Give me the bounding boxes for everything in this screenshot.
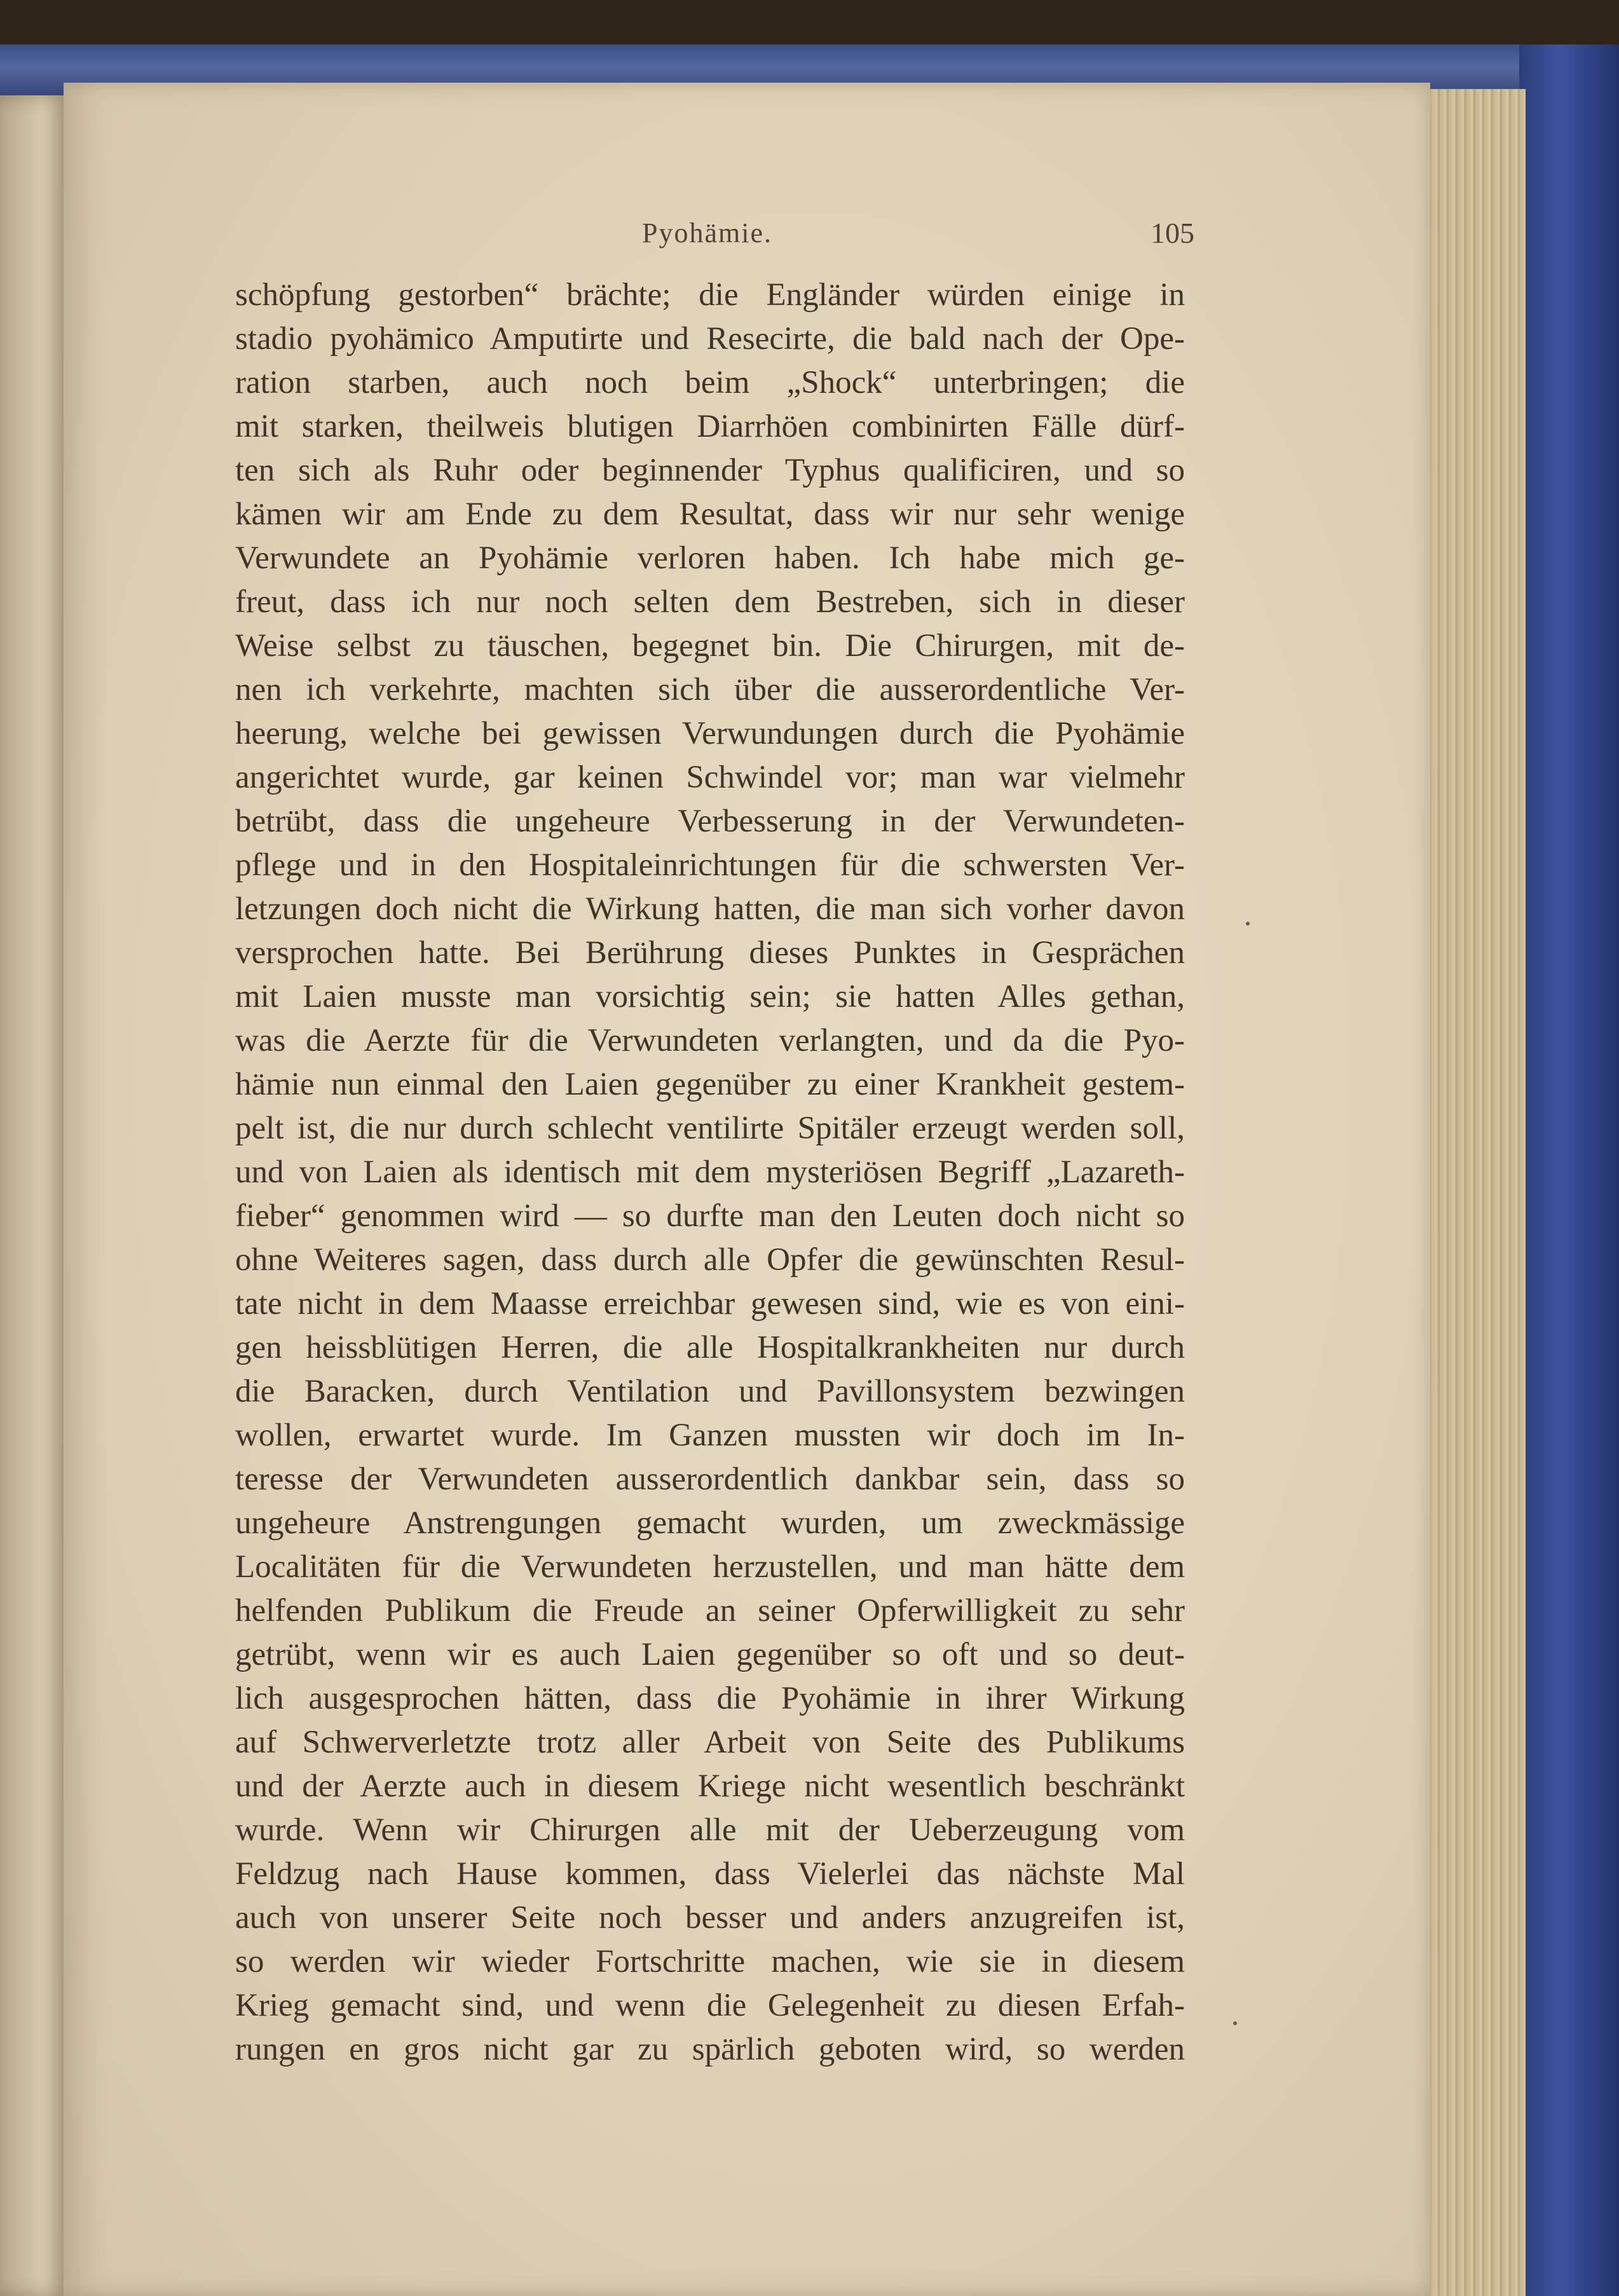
text-line: was die Aerzte für die Verwundeten verlangten, und da die Pyo- — [235, 1023, 1185, 1058]
running-head — [0, 211, 1619, 262]
text-line: Verwundete an Pyohämie verloren haben. Ich habe mich ge- — [235, 540, 1185, 576]
text-line: getrübt, wenn wir es auch Laien gegenüber so oft und so deut- — [235, 1637, 1185, 1672]
text-line: mit Laien musste man vorsichtig sein; sie hatten Alles gethan, — [235, 979, 1185, 1015]
text-line: ohne Weiteres sagen, dass durch alle Opfer die gewünschten Resul- — [235, 1242, 1185, 1278]
text-line: teresse der Verwundeten ausserordentlich dankbar sein, dass so — [235, 1461, 1185, 1497]
text-line: Weise selbst zu täuschen, begegnet bin. Die Chirurgen, mit de- — [235, 628, 1185, 664]
text-line: rungen en gros nicht gar zu spärlich geboten wird, so werden — [235, 2032, 1185, 2067]
text-line: gen heissblütigen Herren, die alle Hospitalkrankheiten nur durch — [235, 1330, 1185, 1365]
text-line: pflege und in den Hospitaleinrichtungen für die schwersten Ver- — [235, 847, 1185, 883]
text-line: wollen, erwartet wurde. Im Ganzen mussten wir doch im In- — [235, 1418, 1185, 1453]
text-line: schöpfung gestorben“ brächte; die Engländer würden einige in — [235, 277, 1185, 313]
text-line: letzungen doch nicht die Wirkung hatten, die man sich vorher davon — [235, 891, 1185, 927]
paper-speck — [1246, 922, 1250, 926]
text-line: die Baracken, durch Ventilation und Pavillonsystem bezwingen — [235, 1374, 1185, 1409]
text-line: lich ausgesprochen hätten, dass die Pyohämie in ihrer Wirkung — [235, 1681, 1185, 1716]
text-line: betrübt, dass die ungeheure Verbesserung in der Verwundeten- — [235, 803, 1185, 839]
text-line: kämen wir am Ende zu dem Resultat, dass wir nur sehr wenige — [235, 496, 1185, 532]
page-number: 105 — [1151, 217, 1194, 249]
text-line: und der Aerzte auch in diesem Kriege nicht wesentlich beschränkt — [235, 1768, 1185, 1804]
text-line: so werden wir wieder Fortschritte machen, wie sie in diesem — [235, 1944, 1185, 1979]
text-line: stadio pyohämico Amputirte und Resecirte, die bald nach der Ope- — [235, 321, 1185, 357]
text-line: Krieg gemacht sind, und wenn die Gelegenheit zu diesen Erfah- — [235, 1988, 1185, 2023]
text-line: ration starben, auch noch beim „Shock“ unterbringen; die — [235, 365, 1185, 400]
text-line: Localitäten für die Verwundeten herzustellen, und man hätte dem — [235, 1549, 1185, 1585]
text-line: versprochen hatte. Bei Berührung dieses Punktes in Gesprächen — [235, 935, 1185, 971]
text-line: freut, dass ich nur noch selten dem Bestreben, sich in dieser — [235, 584, 1185, 620]
text-line: und von Laien als identisch mit dem mysteriösen Begriff „Lazareth- — [235, 1154, 1185, 1190]
text-line: nen ich verkehrte, machten sich über die ausserordentliche Ver- — [235, 672, 1185, 707]
text-line: pelt ist, die nur durch schlecht ventilirte Spitäler erzeugt werden soll, — [235, 1110, 1185, 1146]
text-line: fieber“ genommen wird — so durfte man den Leuten doch nicht so — [235, 1198, 1185, 1234]
text-line: auf Schwerverletzte trotz aller Arbeit von Seite des Publikums — [235, 1725, 1185, 1760]
text-line: auch von unserer Seite noch besser und anders anzugreifen ist, — [235, 1900, 1185, 1936]
book-cover-spine — [1519, 44, 1619, 2296]
text-line: ungeheure Anstrengungen gemacht wurden, um zweckmässige — [235, 1505, 1185, 1541]
page-edges — [1424, 89, 1526, 2296]
body-text — [235, 273, 1185, 2072]
text-line: Feldzug nach Hause kommen, dass Vielerlei das nächste Mal — [235, 1856, 1185, 1892]
text-line: helfenden Publikum die Freude an seiner Opferwilligkeit zu sehr — [235, 1593, 1185, 1629]
text-line: hämie nun einmal den Laien gegenüber zu einer Krankheit gestem- — [235, 1067, 1185, 1102]
paper-speck — [1233, 2021, 1237, 2025]
text-line: angerichtet wurde, gar keinen Schwindel vor; man war vielmehr — [235, 760, 1185, 795]
running-title: Pyohämie. — [642, 217, 772, 249]
facing-page-edge — [0, 95, 70, 2296]
text-line: mit starken, theilweis blutigen Diarrhöen combinirten Fälle dürf- — [235, 409, 1185, 444]
text-line: wurde. Wenn wir Chirurgen alle mit der Ueberzeugung vom — [235, 1812, 1185, 1848]
text-line: tate nicht in dem Maasse erreichbar gewesen sind, wie es von eini- — [235, 1286, 1185, 1322]
text-line: ten sich als Ruhr oder beginnender Typhus qualificiren, und so — [235, 453, 1185, 488]
text-line: heerung, welche bei gewissen Verwundungen durch die Pyohämie — [235, 716, 1185, 751]
